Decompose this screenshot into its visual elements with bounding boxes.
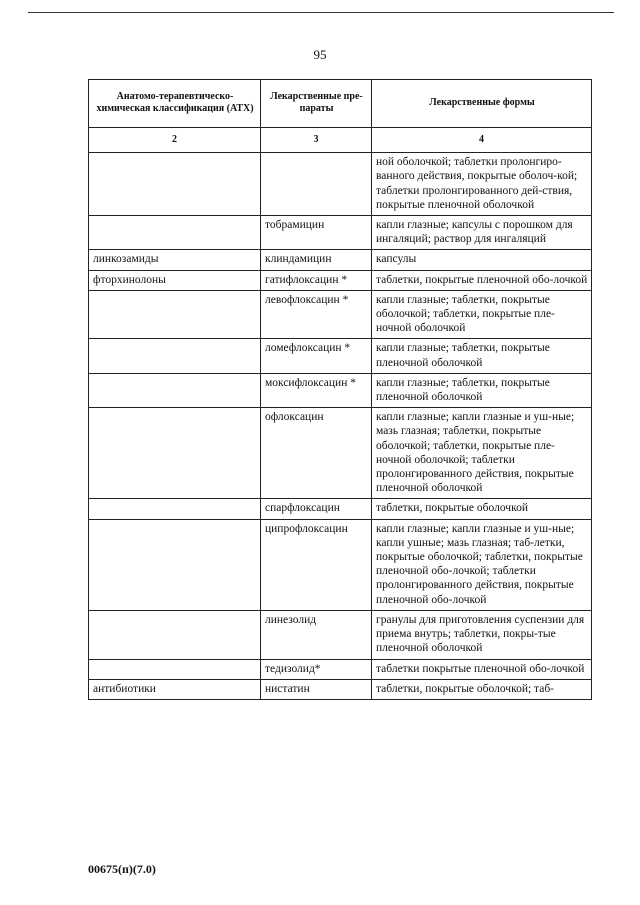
- class-cell: линкозамиды: [89, 250, 261, 270]
- document-code: 00675(п)(7.0): [88, 862, 156, 876]
- forms-cell: капли глазные; таблетки, покрытые оболочкой; таблетки, покрытые пле-ночной оболочкой: [372, 290, 592, 339]
- table-row: [89, 290, 592, 339]
- table-row: [89, 339, 592, 373]
- forms-cell: капли глазные; таблетки, покрытые пленочной оболочкой: [372, 373, 592, 407]
- drug-cell: линезолид: [261, 610, 372, 659]
- forms-cell: гранулы для приготовления суспензии для приема внутрь; таблетки, покры-тые пленочной оболочкой: [372, 610, 592, 659]
- table-row: [89, 373, 592, 407]
- drug-cell: гатифлоксацин *: [261, 270, 372, 290]
- forms-cell: таблетки, покрытые оболочкой; таб-: [372, 679, 592, 699]
- drug-cell: тобрамицин: [261, 216, 372, 250]
- class-cell: [89, 519, 261, 610]
- table-row: [89, 659, 592, 679]
- class-cell: [89, 610, 261, 659]
- drug-forms-table: [88, 79, 592, 700]
- table-row: [89, 270, 592, 290]
- class-cell: [89, 659, 261, 679]
- class-cell: [89, 290, 261, 339]
- class-cell: [89, 373, 261, 407]
- column-number: 4: [372, 128, 592, 153]
- forms-cell: ной оболочкой; таблетки пролонгиро-ванного действия, покрытые оболоч-кой; таблетки пролонгированного дей-ствия, покрытые пленочной оболочкой: [372, 153, 592, 216]
- drug-cell: тедизолид*: [261, 659, 372, 679]
- table-row: [89, 408, 592, 499]
- page-number: 95: [313, 47, 327, 62]
- drug-cell: спарфлоксацин: [261, 499, 372, 519]
- column-number: 3: [261, 128, 372, 153]
- table-row: [89, 153, 592, 216]
- forms-cell: капли глазные; таблетки, покрытые пленочной оболочкой: [372, 339, 592, 373]
- drug-cell: ципрофлоксацин: [261, 519, 372, 610]
- column-number-row: [89, 128, 592, 153]
- drug-cell: офлоксацин: [261, 408, 372, 499]
- table-row: [89, 250, 592, 270]
- drug-cell: клиндамицин: [261, 250, 372, 270]
- class-cell: [89, 153, 261, 216]
- forms-cell: капли глазные; капсулы с порошком для ингаляций; раствор для ингаляций: [372, 216, 592, 250]
- table-row: [89, 216, 592, 250]
- class-cell: [89, 499, 261, 519]
- drug-cell: нистатин: [261, 679, 372, 699]
- forms-cell: таблетки покрытые пленочной обо-лочкой: [372, 659, 592, 679]
- table-row: [89, 610, 592, 659]
- top-rule: [28, 12, 614, 13]
- forms-cell: капли глазные; капли глазные и уш-ные; капли ушные; мазь глазная; таб-летки, покрытые оболочкой; таблетки, покрытые пленочной обо-лочкой; таблетки пролонгированного действия, покрытые пленочной обо-лочкой: [372, 519, 592, 610]
- class-cell: [89, 408, 261, 499]
- class-cell: [89, 339, 261, 373]
- column-number: 2: [89, 128, 261, 153]
- table-row: [89, 519, 592, 610]
- header-drugs: Лекарственные пре-параты: [261, 80, 372, 128]
- forms-cell: капсулы: [372, 250, 592, 270]
- header-atc-classification: Анатомо-терапевтическо-химическая классификация (АТХ): [89, 80, 261, 128]
- class-cell: [89, 216, 261, 250]
- class-cell: фторхинолоны: [89, 270, 261, 290]
- header-dosage-forms: Лекарственные формы: [372, 80, 592, 128]
- table-row: [89, 499, 592, 519]
- drug-cell: левофлоксацин *: [261, 290, 372, 339]
- drug-cell: ломефлоксацин *: [261, 339, 372, 373]
- drug-cell: [261, 153, 372, 216]
- forms-cell: таблетки, покрытые пленочной обо-лочкой: [372, 270, 592, 290]
- class-cell: антибиотики: [89, 679, 261, 699]
- table-row: [89, 679, 592, 699]
- forms-cell: таблетки, покрытые оболочкой: [372, 499, 592, 519]
- forms-cell: капли глазные; капли глазные и уш-ные; мазь глазная; таблетки, покрытые оболочкой; таблетки, покрытые пле-ночной оболочкой; таблетки пролонгированного действия, покрытые пленочной оболочкой: [372, 408, 592, 499]
- drug-cell: моксифлоксацин *: [261, 373, 372, 407]
- table-header-row: [89, 80, 592, 128]
